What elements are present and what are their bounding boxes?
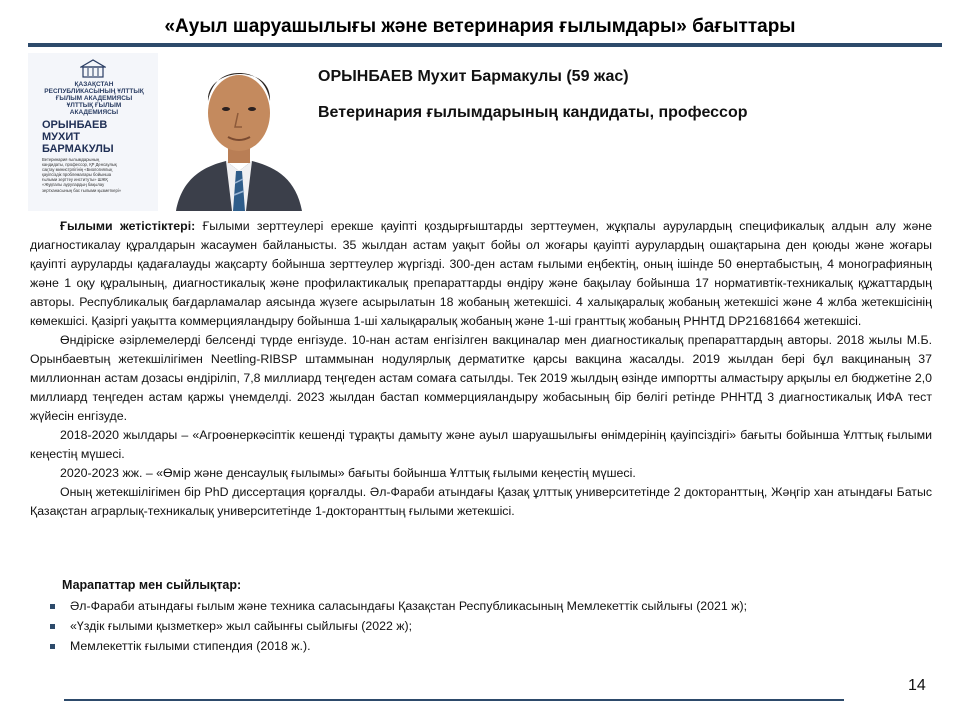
award-item [50, 596, 747, 616]
page-number: 14 [908, 677, 926, 694]
card-caption-line: сақтау министрлігінің «Биологиялық [42, 167, 113, 173]
paragraph-production: Өндіріске әзірлемелерді белсенді түрде енгізуде. 10-нан астам енгізілген вакциналар мен диагностикалық препараттардың авторы. 2018 жылы М.Б. Орынбаевтың жетекшілігімен Neetling-RIBSP штаммынан нодулярлық дерматитке қарсы вакцина жасалды. 2019 жылдан бері бұл вакцинаның 37 миллионнан астам дозасы өндіріліп, 7,8 миллиард теңгеден астам сомаға сатылды. Тек 2019 жылдың өзінде импортты алмастыру арқылы ел бюджетіне 2,0 миллиард теңгеден астам қаржы үнемделді. 2023 жылдан бастап коммерцияландыру жобасының бір бөлігі ретінде РННТД 3 диагностикалық ИФА тест жүйесін енгізуде. [30, 333, 932, 423]
award-text: «Үздік ғылыми қызметкер» жыл сайынғы сыйлығы (2022 ж); [70, 619, 413, 633]
achievements-lead: Ғылыми жетістіктері: [60, 219, 196, 233]
card-caption [42, 157, 154, 193]
bullet-icon [50, 624, 55, 629]
slide-title: «Ауыл шаруашылығы және ветеринария ғылымдары» бағыттары [164, 16, 796, 37]
awards-heading: Марапаттар мен сыйлықтар: [62, 578, 242, 592]
achievements-text: Ғылыми зерттеулері ерекше қауіпті қоздырғыштарды зерттеумен, жұқпалы аурулардың спецификалық алдын алу және диагностикалау құралдарын жасаумен байланысты. 35 жылдан астам уақыт бойы ол жоғары қауіпті аурулардың ошақтарына ден қоюды және жоғары қауіпті ауруларды қадағалауды жақсарту бойынша зерттеулер жүргізді. 300-ден астам ғылыми еңбектің, оның ішінде 50 өнертабыстың, 4 монографияның және 1 оқу құралының, диагностикалық және профилактикалық препараттарды өндіру және бақылау бойынша 17 нормативтік-техникалық құжаттардың авторы. Республикалық бағдарламалар аясында жүзеге асырылатын 18 жобаның жетекшісі. 4 халықаралық жобаның жетекшісі және 4 жлба жетекшісінің көмекшісі. Қазіргі уақытта коммерцияландыру бойынша 1-ші халықаралық жобаның және 1-ші гранттық жобаның РННТД DP21681664 жетекшісі. [30, 219, 932, 328]
card-name-line3: БАРМАКУЛЫ [42, 143, 114, 155]
award-text: Мемлекеттік ғылыми стипендия (2018 ж.). [70, 639, 311, 653]
person-name: ОРЫНБАЕВ Мухит Бармакулы (59 жас) [318, 68, 629, 85]
card-caption-line: Ветеринария ғылымдарының [42, 157, 100, 162]
academy-label: ҚАЗАҚСТАН РЕСПУБЛИКАСЫНЫҢ ҰЛТТЫҚ ҒЫЛЫМ АКАДЕМИЯСЫ ҰЛТТЫҚ ҒЫЛЫМ АКАДЕМИЯСЫ [44, 81, 144, 116]
card-name-line2: МУХИТ [42, 131, 80, 143]
award-item [50, 616, 747, 636]
paragraph-supervision: Оның жетекшілігімен бір PhD диссертация қорғалды. Әл-Фараби атындағы Қазақ ұлттық университетінде 2 докторанттың, Жәңгір хан атындағы Батыс Қазақстан аграрлық-техникалық университетінде 1-докторанттың ғылыми жетекшісі. [30, 485, 932, 518]
card-caption-line: «Жұқпалы аурулардың бақылау [42, 182, 105, 188]
person-degree: Ветеринария ғылымдарының кандидаты, профессор [318, 104, 748, 121]
bottom-rule [64, 699, 844, 701]
award-text: Әл-Фараби атындағы ғылым және техника саласындағы Қазақстан Республикасының Мемлекеттік сыйлығы (2021 ж); [70, 599, 747, 613]
card-caption-line: қауіпсіздік проблемалары бойынша [42, 172, 112, 178]
portrait-photo [168, 53, 310, 211]
bullet-icon [50, 604, 55, 609]
paragraph-council-2018: 2018-2020 жылдары – «Агроөнеркәсіптік кешенді тұрақты дамыту және ауыл шаруашылығы өнімдерінің қауіпсіздігі» бағыты бойынша Ұлттық ғылыми кеңестің мүшесі. [30, 428, 932, 461]
title-rule [28, 43, 942, 47]
body-text [30, 217, 932, 521]
card-name [42, 119, 152, 155]
awards-list [50, 596, 747, 656]
card-caption-line: кандидаты, профессор, ҚР Денсаулық [42, 162, 117, 168]
award-item [50, 636, 747, 656]
paragraph-achievements [30, 217, 932, 331]
card-caption-line: зертханасының бас ғылыми қызметкері» [42, 187, 122, 193]
card-name-line1: ОРЫНБАЕВ [42, 119, 108, 131]
bullet-icon [50, 644, 55, 649]
paragraph-council-2020: 2020-2023 жж. – «Өмір және денсаулық ғылымы» бағыты бойынша Ұлттық ғылыми кеңестің мүшесі. [60, 466, 636, 480]
portrait-card [28, 53, 310, 211]
academy-emblem-icon [80, 59, 106, 79]
card-caption-line: ғылыми зерттеу институты» ШЖҚ [42, 177, 108, 183]
